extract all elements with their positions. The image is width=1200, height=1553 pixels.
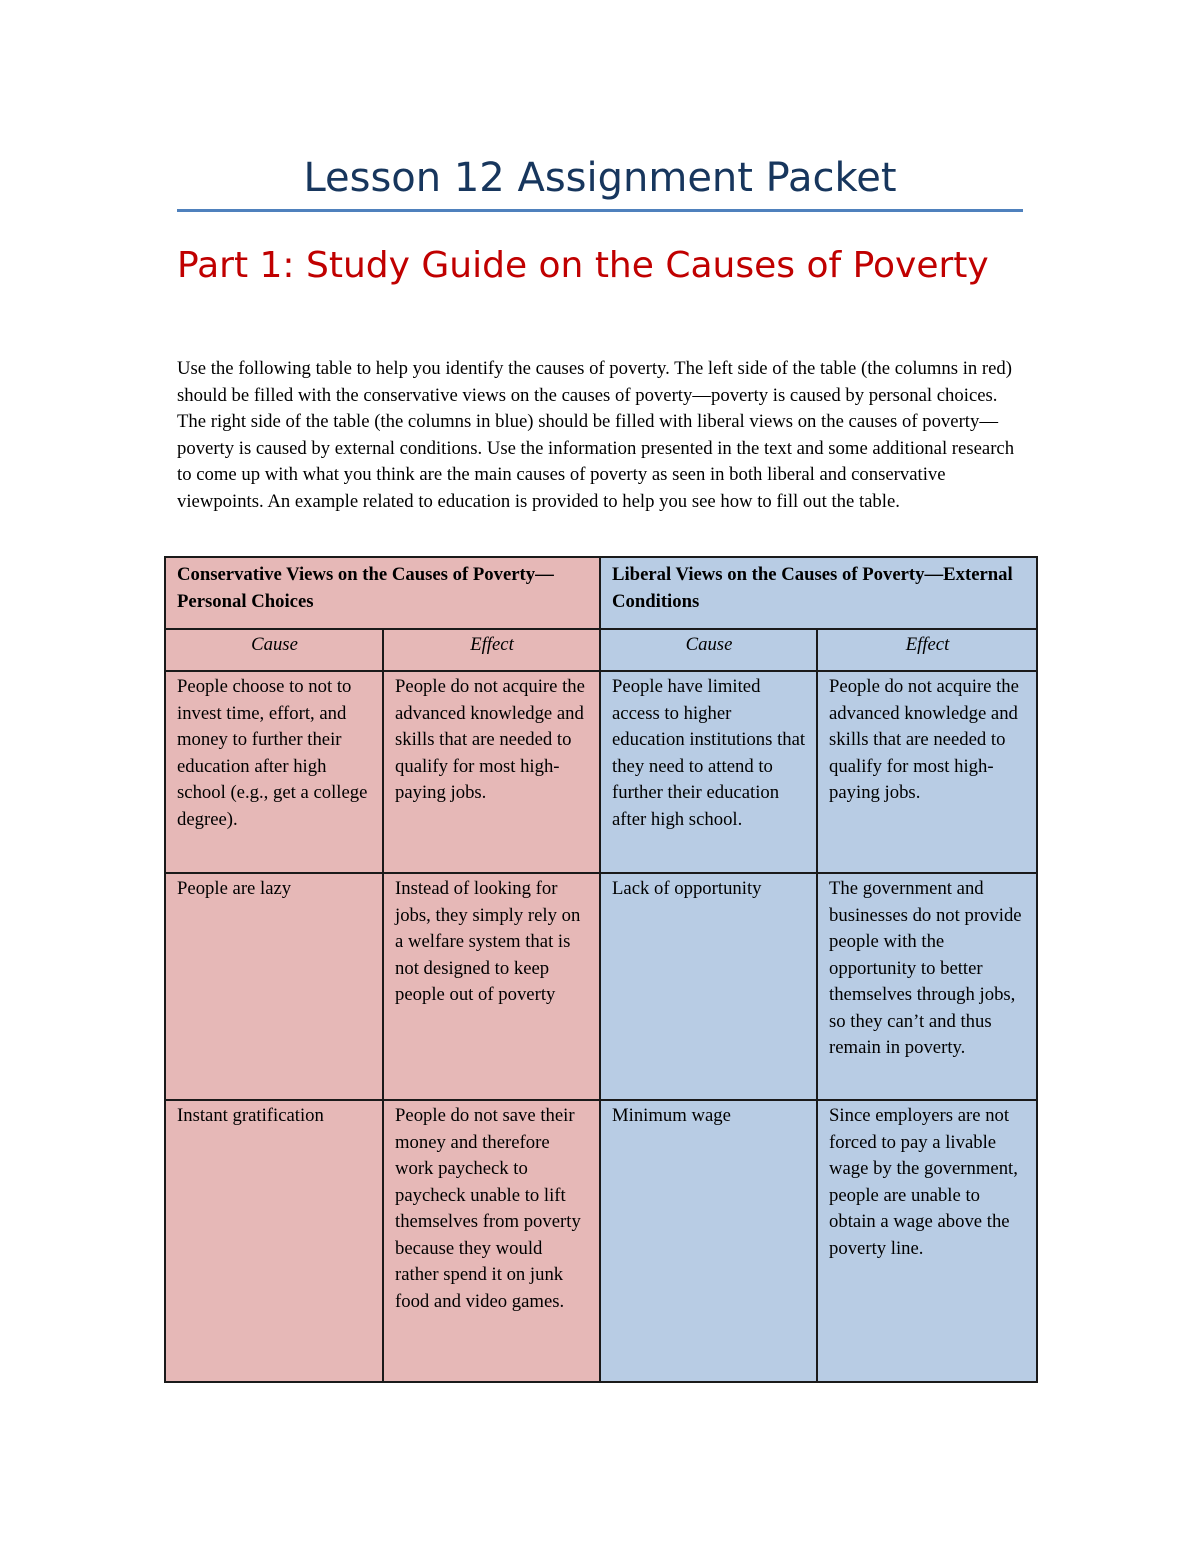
- liberal-cause-cell: People have limited access to higher education institutions that they need to attend to further their education after high school.: [600, 671, 817, 873]
- conservative-cause-cell: People are lazy: [165, 873, 383, 1100]
- table-subheader-row: [165, 629, 1037, 671]
- liberal-cause-cell: Minimum wage: [600, 1100, 817, 1382]
- liberal-header: Liberal Views on the Causes of Poverty—External Conditions: [600, 557, 1037, 629]
- title-underline: [177, 209, 1023, 212]
- causes-of-poverty-table: [164, 556, 1038, 1383]
- conservative-effect-cell: People do not save their money and therefore work paycheck to paycheck unable to lift themselves from poverty because they would rather spend it on junk food and video games.: [383, 1100, 600, 1382]
- table-group-header-row: [165, 557, 1037, 629]
- conservative-cause-cell: Instant gratification: [165, 1100, 383, 1382]
- table-row: [165, 671, 1037, 873]
- liberal-effect-cell: Since employers are not forced to pay a livable wage by the government, people are unable to obtain a wage above the poverty line.: [817, 1100, 1037, 1382]
- part-heading: Part 1: Study Guide on the Causes of Poverty: [177, 245, 989, 286]
- table-row: [165, 873, 1037, 1100]
- conservative-effect-cell: Instead of looking for jobs, they simply rely on a welfare system that is not designed to keep people out of poverty: [383, 873, 600, 1100]
- page-title: Lesson 12 Assignment Packet: [303, 155, 897, 201]
- liberal-effect-subheader: Effect: [817, 629, 1037, 671]
- intro-paragraph: Use the following table to help you identify the causes of poverty. The left side of the table (the columns in red) should be filled with the conservative views on the causes of poverty—poverty is caused by personal choices. The right side of the table (the columns in blue) should be filled with liberal views on the causes of poverty—poverty is caused by external conditions. Use the information presented in the text and some additional research to come up with what you think are the main causes of poverty as seen in both liberal and conservative viewpoints. An example related to education is provided to help you see how to fill out the table.: [177, 358, 1015, 512]
- table-row: [165, 1100, 1037, 1382]
- conservative-effect-cell: People do not acquire the advanced knowledge and skills that are needed to qualify for most high-paying jobs.: [383, 671, 600, 873]
- liberal-cause-cell: Lack of opportunity: [600, 873, 817, 1100]
- liberal-cause-subheader: Cause: [600, 629, 817, 671]
- liberal-effect-cell: The government and businesses do not provide people with the opportunity to better themselves through jobs, so they can’t and thus remain in poverty.: [817, 873, 1037, 1100]
- liberal-effect-cell: People do not acquire the advanced knowledge and skills that are needed to qualify for most high-paying jobs.: [817, 671, 1037, 873]
- conservative-cause-subheader: Cause: [165, 629, 383, 671]
- conservative-header: Conservative Views on the Causes of Poverty—Personal Choices: [165, 557, 600, 629]
- conservative-cause-cell: People choose to not to invest time, effort, and money to further their education after high school (e.g., get a college degree).: [165, 671, 383, 873]
- conservative-effect-subheader: Effect: [383, 629, 600, 671]
